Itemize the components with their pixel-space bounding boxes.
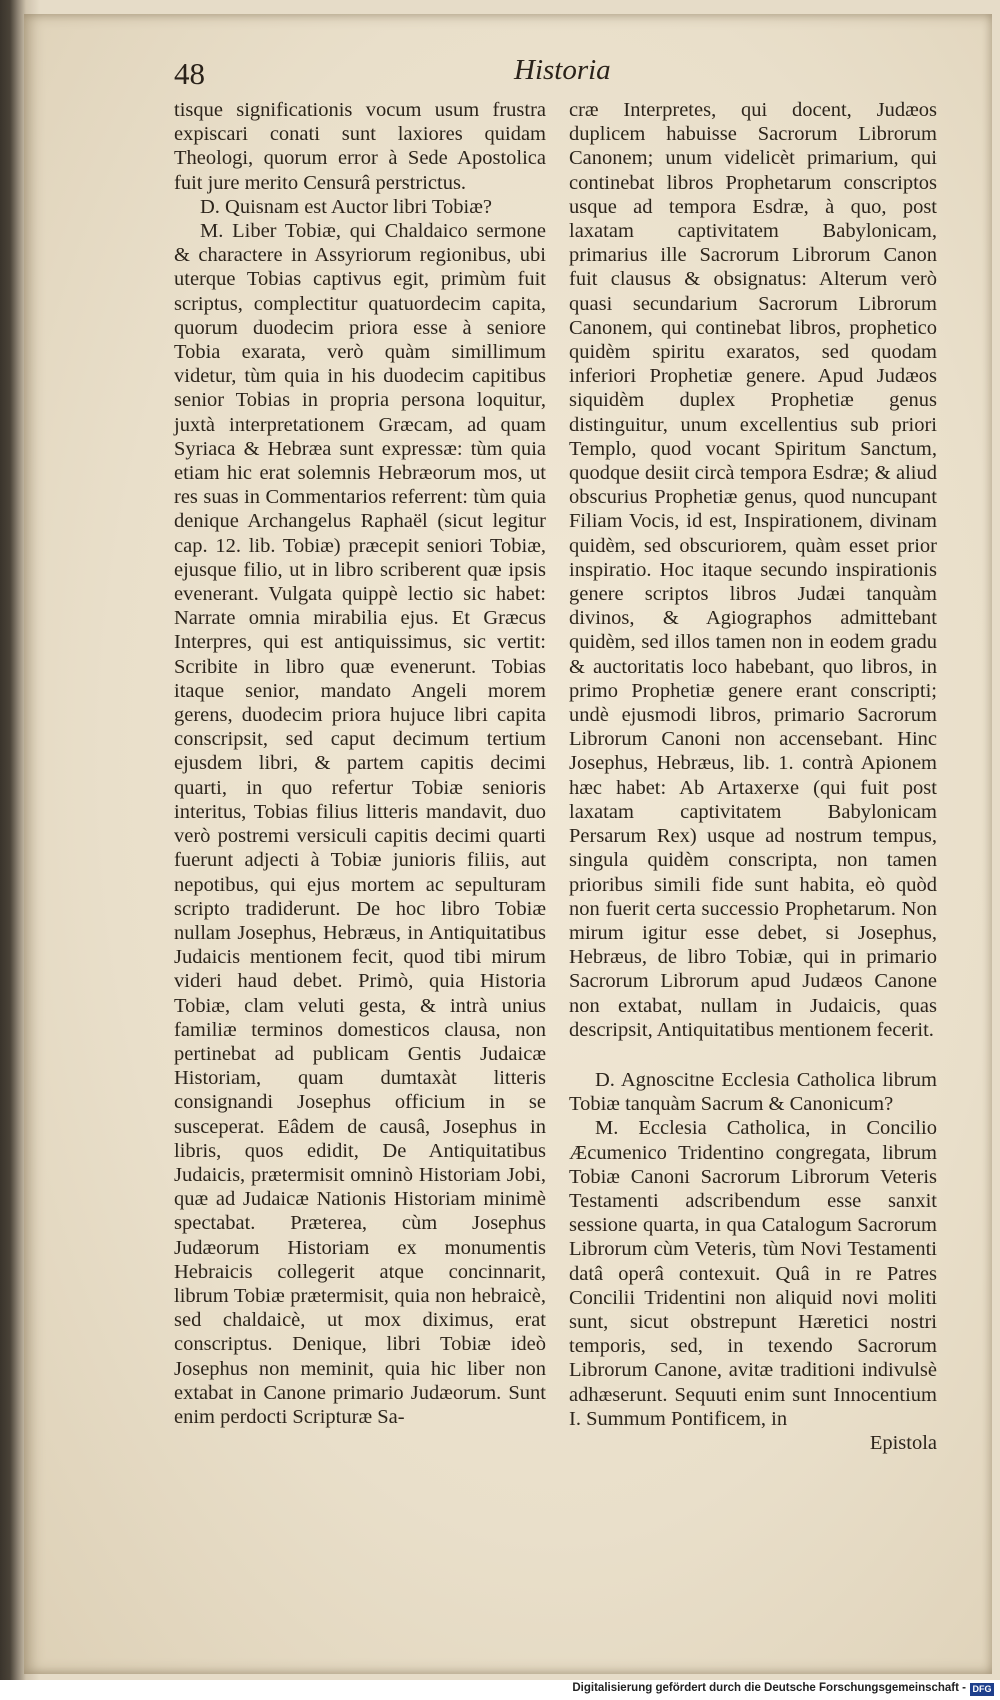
left-column xyxy=(174,98,546,1429)
left-paragraph-continued: tisque significationis vocum usum frustra expiscari conati sunt laxiores quidam Theologi, quorum error à Sede Apostolica fuit jure merito Censurâ perstrictus. xyxy=(174,99,546,194)
digitization-footer xyxy=(0,1680,1000,1700)
page-header xyxy=(174,56,994,100)
catchword: Epistola xyxy=(869,1431,937,1454)
right-column xyxy=(569,98,937,1455)
page-paper xyxy=(24,14,992,1674)
running-head: Historia xyxy=(514,54,611,86)
dfg-logo: DFG xyxy=(970,1683,994,1696)
question-author: D. Quisnam est Auctor libri Tobiæ? xyxy=(200,195,492,218)
right-paragraph-continued: cræ Interpretes, qui docent, Judæos duplicem habuisse Sacrorum Librorum Canonem; unum videlicèt primarium, qui continebat libros Prophetarum conscriptos usque ad tempora Esdræ, à quo, post laxatam captivitatem Babylonicam, primarius ille Sacrorum Librorum Canon fuit clausus & obsignatus: Alterum verò quasi secundarium Sacrorum Librorum Canonem, qui continebat libros, prophetico quidèm spiritu exaratos, sed quodam inferiori Prophetiæ genere. Apud Judæos siquidèm duplex Prophetiæ genus distinguitur, unum excellentius sub priori Templo, quod vocant Spiritum Sanctum, quodque desiit circà tempora Esdræ; & aliud obscurius Prophetiæ genus, quod nuncupant Filiam Vocis, id est, Inspirationem, divinam quidèm, sed obscuriorem, quàm esset prior inspiratio. Hoc itaque secundo inspirationis genere scriptos libros Judæi tanquàm divinos, & Agiographos admittebant quidèm, sed illos tamen non in eodem gradu & auctoritatis loco habebant, quo libros, in primo Prophetiæ genere erant conscripti; undè ejusmodi libros, primario Sacrorum Librorum Canoni non accensebant. Hinc Josephus, Hebræus, lib. 1. contrà Apionem hæc habet: Ab Artaxerxe (qui fuit post laxatam captivitatem Babylonicam Persarum Rex) usque ad nostrum tempus, singula quidèm conscripta, non tamen prioribus simili fide sunt habita, eò quòd non fuerit certa successio Prophetarum. Non mirum igitur esse debet, si Josephus, Hebræus, de libro Tobiæ, qui in primario Sacrorum Librorum apud Judæos Canone non extabat, nullam in Judaicis, quas descripsit, Antiquitatibus mentionem fecerit. xyxy=(569,99,937,1041)
page-number: 48 xyxy=(174,56,205,91)
answer-author: M. Liber Tobiæ, qui Chaldaico sermone & charactere in Assyriorum regionibus, ubi uterque Tobias captivus egit, primùm fuit scriptus, complectitur quatuordecim capita, quorum duodecim priora esse à seniore Tobia exarata, verò quàm simillimum videtur, tùm quia in his duodecim capitibus senior Tobias in propria persona loquitur, juxtà interpretationem Græcam, ad quam Syriaca & Hebræa sunt expressæ: tùm quia etiam hic erat solemnis Hebræorum mos, ut res suas in Commentarios referrent: tùm quia denique Archangelus Raphaël (sicut legitur cap. 12. lib. Tobiæ) præcepit seniori Tobiæ, ejusque filio, ut in libro scriberent quæ ipsis evenerant. Vulgata quippè lectio sic habet: Narrate omnia mirabilia ejus. Et Græcus Interpres, qui est antiquissimus, sic vertit: Scribite in libro quæ evenerunt. Tobias itaque senior, mandato Angeli morem gerens, duodecim priora hujuce libri capita conscripsit, sed caput decimum tertium ejusdem libri, & partem capitis decimi quarti, in quo refertur Tobiæ senioris interitus, Tobias filius litteris mandavit, duo verò postremi versiculi capitis decimi quarti fuerunt adjecti à Tobiæ junioris filiis, aut nepotibus, qui ejus mortem ac sepulturam scripto tradiderunt. De hoc libro Tobiæ nullam Josephus, Hebræus, in Antiquitatibus Judaicis mentionem fecit, quod tibi mirum videri haud debet. Primò, quia Historia Tobiæ, clam veluti gesta, & intrà unius familiæ terminos domesticos clausa, non pertinebat ad publicam Gentis Judaicæ Historiam, quam dumtaxàt litteris consignandi Josephus officium in se susceperat. Eâdem de causâ, Josephus in libris, quos edidit, De Antiquitatibus Judaicis, prætermisit omninò Historiam Jobi, quæ ad Judaicæ Nationis Historiam minimè spectabat. Præterea, cùm Josephus Judæorum Historiam ex monumentis Hebraicis collegerit atque concinnarit, librum Tobiæ prætermisit, quia non hebraicè, sed chaldaicè, ut mox diximus, erat conscriptus. Denique, libri Tobiæ ideò Josephus non meminit, quia hic liber non extabat in Canone primario Judæorum. Sunt enim perdocti Scripturæ Sa- xyxy=(174,220,546,1428)
funding-credit: Digitalisierung gefördert durch die Deutsche Forschungsgemeinschaft - xyxy=(572,1682,966,1694)
question-canon: D. Agnoscitne Ecclesia Catholica librum Tobiæ tanquàm Sacrum & Canonicum? xyxy=(569,1068,937,1116)
answer-canon: M. Ecclesia Catholica, in Concilio Æcumenico Tridentino congregata, librum Tobiæ Canoni Sacrorum Librorum Veteris Testamenti adscribendum esse sanxit sessione quarta, in qua Catalogum Sacrorum Librorum cùm Veteris, tùm Novi Testamenti datâ operâ contexuit. Quâ in re Patres Concilii Tridentini non aliquid novi moliti sunt, sicut obstrepunt Hæretici nostri temporis, sed, in texendo Sacrorum Librorum Canone, avitæ traditioni indivulsè adhæserunt. Sequuti enim sunt Innocentium I. Summum Pontificem, in xyxy=(569,1117,937,1430)
